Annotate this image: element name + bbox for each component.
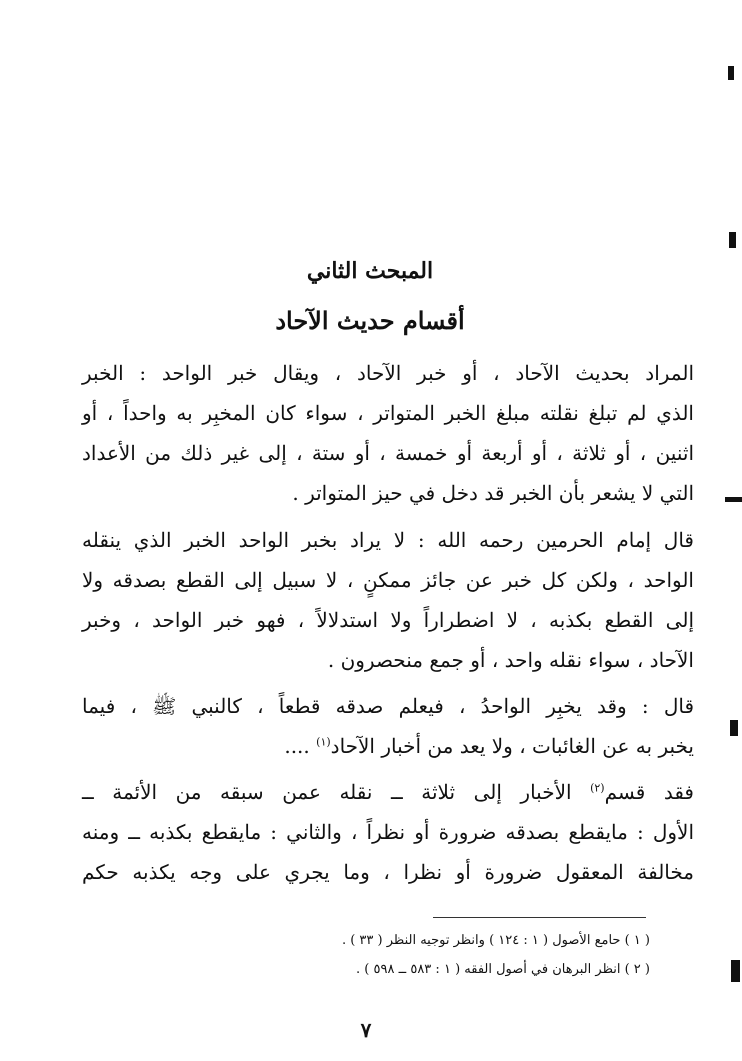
paragraph-imam-haramayn [82, 520, 694, 680]
section-title: أقسام حديث الآحاد [275, 306, 465, 335]
text-line: الواحد ، ولكن كل خبر عن جائز ممكنٍ ، لا سبيل إلى القطع بصدقه ولا [82, 568, 694, 592]
text-line [82, 772, 694, 812]
section-heading: المبحث الثاني [306, 258, 434, 284]
scan-edge-mark [725, 497, 742, 502]
text-line: الذي لم تبلغ نقلته مبلغ الخبر المتواتر ، سواء كان المخبِر به واحداً ، أو [82, 401, 694, 425]
footnote-2: ( ٢ ) انظر البرهان في أصول الفقه ( ١ : ٥٨٣ ــ ٥٩٨ ) . [356, 962, 650, 977]
text-line: الأول : مايقطع بصدقه ضرورة أو نظراً ، والثاني : مايقطع بكذبه ــ ومنه [82, 820, 694, 844]
text-line: مخالفة المعقول ضرورة أو نظرا ، وما يجري على وجه يكذبه حكم [82, 860, 694, 884]
paragraph-definition [82, 353, 694, 513]
paragraph-quote [82, 686, 694, 766]
text-line: قال : وقد يخبِر الواحدُ ، فيعلم صدقه قطعاً ، كالنبي ﷺ ، فيما [82, 694, 694, 718]
scan-edge-mark [731, 960, 740, 982]
text-segment: فقد قسم [604, 780, 694, 804]
footnote-divider [433, 917, 646, 918]
text-line: قال إمام الحرمين رحمه الله : لا يراد بخبر الواحد الخبر الذي ينقله [82, 528, 694, 552]
text-segment: .... [284, 734, 317, 758]
footnote-ref[interactable]: (١) [316, 735, 331, 749]
scan-edge-mark [728, 66, 734, 80]
text-segment: يخبر به عن الغائبات ، ولا يعد من أخبار الآحاد [330, 734, 694, 758]
scan-edge-mark [729, 232, 736, 248]
footnote-1: ( ١ ) حامع الأصول ( ١ : ١٢٤ ) وانظر توجيه النظر ( ٣٣ ) . [341, 933, 650, 948]
text-segment: الأخبار إلى ثلاثة ــ نقله عمن سبقه من الأئمة ــ [82, 780, 591, 804]
text-line: التي لا يشعر بأن الخبر قد دخل في حيز المتواتر . [292, 481, 694, 505]
scan-edge-mark [730, 720, 738, 736]
page-number: ٧ [360, 1018, 372, 1042]
footnote-ref[interactable]: (٢) [590, 781, 605, 795]
paragraph-division [82, 772, 694, 892]
text-line: المراد بحديث الآحاد ، أو خبر الآحاد ، ويقال خبر الواحد : الخبر [82, 361, 694, 385]
text-line [82, 726, 694, 766]
text-line: اثنين ، أو ثلاثة ، أو أربعة أو خمسة ، أو ستة ، إلى غير ذلك من الأعداد [82, 441, 694, 465]
text-line: الآحاد ، سواء نقله واحد ، أو جمع منحصرون . [327, 648, 694, 672]
text-line: إلى القطع بكذبه ، لا اضطراراً ولا استدلالاً ، فهو خبر الواحد ، وخبر [82, 608, 695, 632]
